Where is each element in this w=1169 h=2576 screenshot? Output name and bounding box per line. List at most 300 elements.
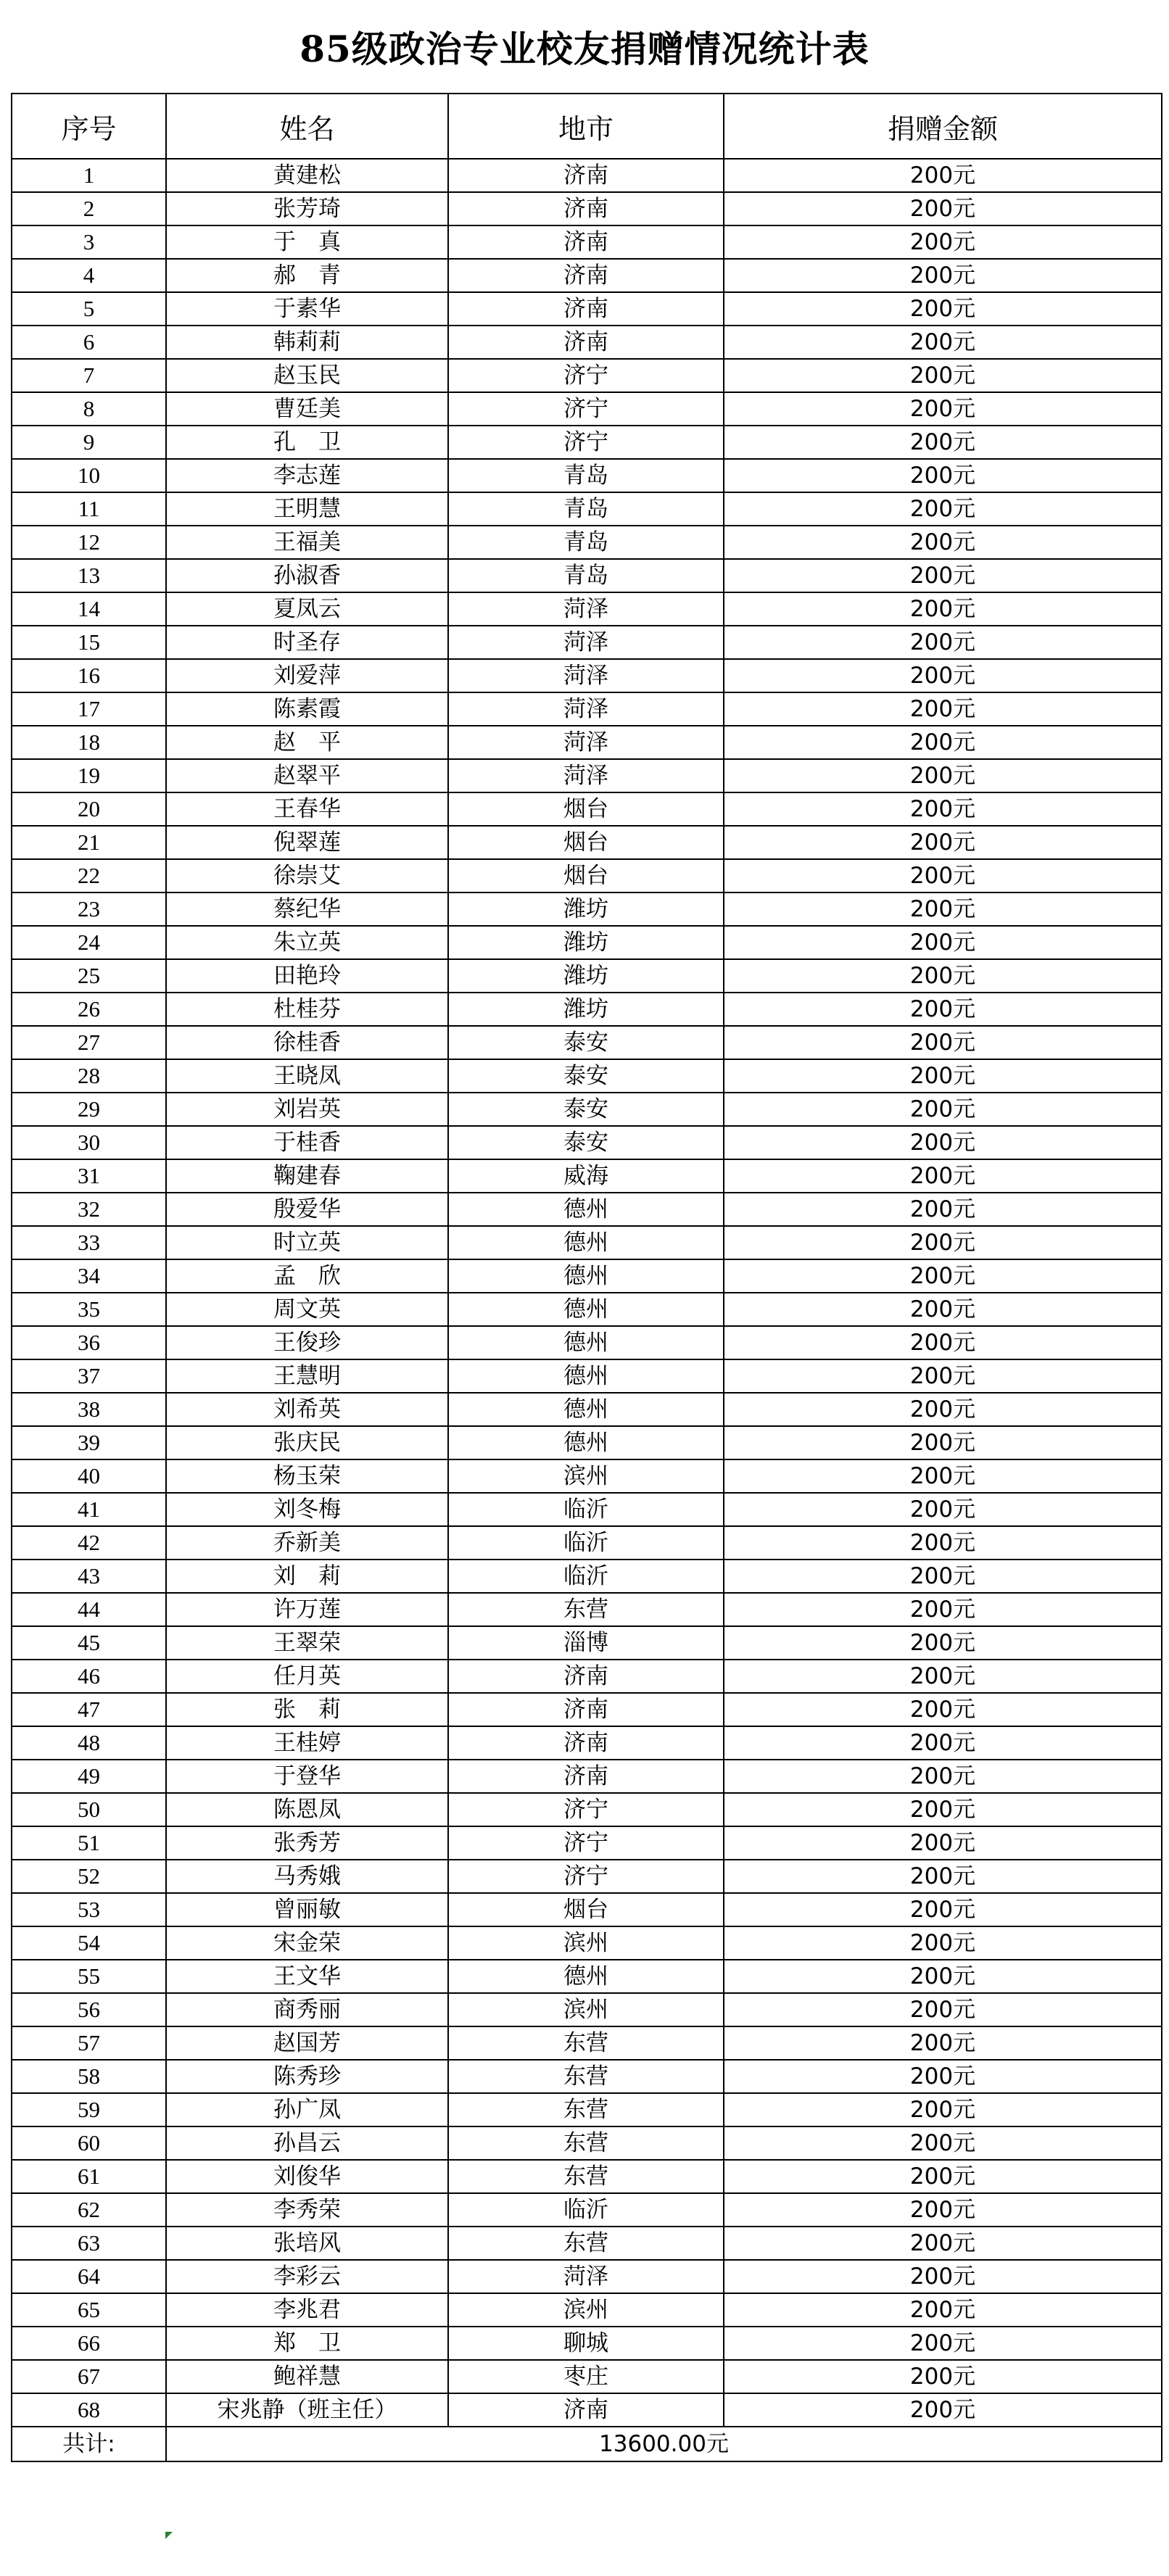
row-name[interactable]: 商秀丽	[166, 1993, 448, 2026]
row-number[interactable]: 42	[12, 1526, 166, 1560]
row-amount[interactable]: 200元	[724, 2060, 1162, 2093]
row-city[interactable]: 烟台	[448, 826, 724, 859]
row-city[interactable]: 青岛	[448, 492, 724, 526]
row-city[interactable]: 临沂	[448, 1493, 724, 1526]
row-city[interactable]: 济宁	[448, 1860, 724, 1893]
row-amount[interactable]: 200元	[724, 1660, 1162, 1693]
row-name[interactable]: 杨玉荣	[166, 1459, 448, 1493]
row-city[interactable]: 潍坊	[448, 926, 724, 959]
row-name[interactable]: 蔡纪华	[166, 893, 448, 926]
header-name[interactable]: 姓名	[166, 94, 448, 159]
row-number[interactable]: 40	[12, 1459, 166, 1493]
row-number[interactable]: 28	[12, 1059, 166, 1093]
row-name[interactable]: 殷爱华	[166, 1193, 448, 1226]
row-amount[interactable]: 200元	[724, 1893, 1162, 1926]
row-name[interactable]: 时圣存	[166, 626, 448, 659]
row-city[interactable]: 济南	[448, 2393, 724, 2427]
row-amount[interactable]: 200元	[724, 893, 1162, 926]
row-number[interactable]: 51	[12, 1826, 166, 1860]
row-name[interactable]: 陈秀珍	[166, 2060, 448, 2093]
row-number[interactable]: 30	[12, 1126, 166, 1159]
row-name[interactable]: 王文华	[166, 1960, 448, 1993]
row-amount[interactable]: 200元	[724, 2193, 1162, 2227]
row-number[interactable]: 48	[12, 1726, 166, 1760]
table-row	[12, 1226, 1162, 1259]
row-name[interactable]: 张芳琦	[166, 192, 448, 225]
row-number[interactable]: 15	[12, 626, 166, 659]
row-city[interactable]: 济宁	[448, 1793, 724, 1826]
row-number[interactable]: 13	[12, 559, 166, 592]
row-name[interactable]: 孙昌云	[166, 2126, 448, 2160]
table-row	[12, 1393, 1162, 1426]
table-row	[12, 1093, 1162, 1126]
row-name[interactable]: 任月英	[166, 1660, 448, 1693]
row-number[interactable]: 68	[12, 2393, 166, 2427]
row-number[interactable]: 58	[12, 2060, 166, 2093]
row-amount[interactable]: 200元	[724, 1560, 1162, 1593]
row-amount[interactable]: 200元	[724, 259, 1162, 292]
total-value[interactable]: 13600.00元	[166, 2427, 1162, 2461]
row-amount[interactable]: 200元	[724, 1760, 1162, 1793]
row-amount[interactable]: 200元	[724, 225, 1162, 259]
row-number[interactable]: 37	[12, 1359, 166, 1393]
row-amount[interactable]: 200元	[724, 559, 1162, 592]
row-number[interactable]: 54	[12, 1926, 166, 1960]
row-amount[interactable]: 200元	[724, 859, 1162, 893]
row-city[interactable]: 济南	[448, 259, 724, 292]
row-number[interactable]: 38	[12, 1393, 166, 1426]
row-amount[interactable]: 200元	[724, 1960, 1162, 1993]
row-city[interactable]: 济宁	[448, 426, 724, 459]
row-name[interactable]: 刘冬梅	[166, 1493, 448, 1526]
row-number[interactable]: 20	[12, 792, 166, 826]
row-name[interactable]: 曹廷美	[166, 392, 448, 426]
row-name[interactable]: 刘爱萍	[166, 659, 448, 692]
total-row	[12, 2427, 1162, 2461]
row-city[interactable]: 威海	[448, 1159, 724, 1193]
row-number[interactable]: 32	[12, 1193, 166, 1226]
row-number[interactable]: 24	[12, 926, 166, 959]
row-city[interactable]: 德州	[448, 1393, 724, 1426]
row-amount[interactable]: 200元	[724, 359, 1162, 392]
row-number[interactable]: 26	[12, 993, 166, 1026]
row-amount[interactable]: 200元	[724, 2227, 1162, 2260]
row-name[interactable]: 时立英	[166, 1226, 448, 1259]
row-name[interactable]: 韩莉莉	[166, 326, 448, 359]
row-city[interactable]: 东营	[448, 2227, 724, 2260]
row-city[interactable]: 济宁	[448, 392, 724, 426]
row-amount[interactable]: 200元	[724, 1059, 1162, 1093]
row-name[interactable]: 徐桂香	[166, 1026, 448, 1059]
row-number[interactable]: 7	[12, 359, 166, 392]
row-name[interactable]: 马秀娥	[166, 1860, 448, 1893]
table-row	[12, 1660, 1162, 1693]
row-city[interactable]: 泰安	[448, 1026, 724, 1059]
row-number[interactable]: 49	[12, 1760, 166, 1793]
row-city[interactable]: 济南	[448, 292, 724, 326]
row-city[interactable]: 临沂	[448, 1526, 724, 1560]
row-city[interactable]: 德州	[448, 1359, 724, 1393]
row-number[interactable]: 18	[12, 726, 166, 759]
row-city[interactable]: 菏泽	[448, 2260, 724, 2293]
row-name[interactable]: 刘俊华	[166, 2160, 448, 2193]
row-amount[interactable]: 200元	[724, 2026, 1162, 2060]
row-number[interactable]: 62	[12, 2193, 166, 2227]
row-name[interactable]: 刘希英	[166, 1393, 448, 1426]
row-city[interactable]: 济宁	[448, 359, 724, 392]
row-name[interactable]: 于素华	[166, 292, 448, 326]
row-name[interactable]: 周文英	[166, 1293, 448, 1326]
row-amount[interactable]: 200元	[724, 1726, 1162, 1760]
row-city[interactable]: 东营	[448, 2026, 724, 2060]
row-amount[interactable]: 200元	[724, 2360, 1162, 2393]
row-amount[interactable]: 200元	[724, 826, 1162, 859]
table-row	[12, 1193, 1162, 1226]
table-row	[12, 1293, 1162, 1326]
row-number[interactable]: 27	[12, 1026, 166, 1059]
row-number[interactable]: 17	[12, 692, 166, 726]
row-city[interactable]: 东营	[448, 2060, 724, 2093]
row-number[interactable]: 43	[12, 1560, 166, 1593]
row-city[interactable]: 淄博	[448, 1626, 724, 1660]
row-amount[interactable]: 200元	[724, 2327, 1162, 2360]
row-number[interactable]: 21	[12, 826, 166, 859]
row-number[interactable]: 34	[12, 1259, 166, 1293]
row-number[interactable]: 1	[12, 159, 166, 192]
row-city[interactable]: 东营	[448, 1593, 724, 1626]
row-amount[interactable]: 200元	[724, 726, 1162, 759]
row-amount[interactable]: 200元	[724, 2393, 1162, 2427]
row-name[interactable]: 李彩云	[166, 2260, 448, 2293]
row-city[interactable]: 青岛	[448, 559, 724, 592]
row-name[interactable]: 宋金荣	[166, 1926, 448, 1960]
row-name[interactable]: 孙广凤	[166, 2093, 448, 2126]
row-city[interactable]: 济南	[448, 159, 724, 192]
row-number[interactable]: 12	[12, 526, 166, 559]
row-number[interactable]: 14	[12, 592, 166, 626]
row-amount[interactable]: 200元	[724, 659, 1162, 692]
row-name[interactable]: 田艳玲	[166, 959, 448, 993]
row-number[interactable]: 55	[12, 1960, 166, 1993]
row-number[interactable]: 52	[12, 1860, 166, 1893]
row-number[interactable]: 60	[12, 2126, 166, 2160]
row-name[interactable]: 陈恩凤	[166, 1793, 448, 1826]
row-amount[interactable]: 200元	[724, 159, 1162, 192]
row-amount[interactable]: 200元	[724, 692, 1162, 726]
row-city[interactable]: 泰安	[448, 1059, 724, 1093]
row-city[interactable]: 滨州	[448, 2293, 724, 2327]
row-city[interactable]: 潍坊	[448, 993, 724, 1026]
row-city[interactable]: 德州	[448, 1326, 724, 1359]
row-number[interactable]: 29	[12, 1093, 166, 1126]
row-amount[interactable]: 200元	[724, 426, 1162, 459]
row-name[interactable]: 王福美	[166, 526, 448, 559]
row-name[interactable]: 张 莉	[166, 1693, 448, 1726]
row-city[interactable]: 菏泽	[448, 759, 724, 792]
row-name[interactable]: 王春华	[166, 792, 448, 826]
row-name[interactable]: 王俊珍	[166, 1326, 448, 1359]
row-number[interactable]: 5	[12, 292, 166, 326]
row-city[interactable]: 烟台	[448, 792, 724, 826]
table-row	[12, 1526, 1162, 1560]
row-name[interactable]: 朱立英	[166, 926, 448, 959]
row-name[interactable]: 郝 青	[166, 259, 448, 292]
table-row	[12, 792, 1162, 826]
row-city[interactable]: 德州	[448, 1259, 724, 1293]
row-name[interactable]: 张秀芳	[166, 1826, 448, 1860]
row-amount[interactable]: 200元	[724, 1993, 1162, 2026]
row-amount[interactable]: 200元	[724, 1526, 1162, 1560]
row-name[interactable]: 赵玉民	[166, 359, 448, 392]
table-row	[12, 2193, 1162, 2227]
row-name[interactable]: 张庆民	[166, 1426, 448, 1459]
row-city[interactable]: 滨州	[448, 1459, 724, 1493]
row-amount[interactable]: 200元	[724, 1926, 1162, 1960]
row-number[interactable]: 47	[12, 1693, 166, 1726]
row-amount[interactable]: 200元	[724, 459, 1162, 492]
row-city[interactable]: 烟台	[448, 1893, 724, 1926]
row-number[interactable]: 36	[12, 1326, 166, 1359]
row-city[interactable]: 德州	[448, 1426, 724, 1459]
row-number[interactable]: 4	[12, 259, 166, 292]
row-number[interactable]: 61	[12, 2160, 166, 2193]
row-name[interactable]: 宋兆静（班主任）	[166, 2393, 448, 2427]
row-name[interactable]: 王晓凤	[166, 1059, 448, 1093]
row-name[interactable]: 孙淑香	[166, 559, 448, 592]
row-city[interactable]: 菏泽	[448, 592, 724, 626]
row-city[interactable]: 菏泽	[448, 692, 724, 726]
row-number[interactable]: 65	[12, 2293, 166, 2327]
header-city[interactable]: 地市	[448, 94, 724, 159]
row-name[interactable]: 王慧明	[166, 1359, 448, 1393]
row-amount[interactable]: 200元	[724, 192, 1162, 225]
row-amount[interactable]: 200元	[724, 1026, 1162, 1059]
row-amount[interactable]: 200元	[724, 2160, 1162, 2193]
table-row	[12, 1459, 1162, 1493]
row-city[interactable]: 滨州	[448, 1993, 724, 2026]
row-number[interactable]: 3	[12, 225, 166, 259]
row-city[interactable]: 烟台	[448, 859, 724, 893]
row-name[interactable]: 郑 卫	[166, 2327, 448, 2360]
table-row	[12, 459, 1162, 492]
row-number[interactable]: 11	[12, 492, 166, 526]
row-city[interactable]: 枣庄	[448, 2360, 724, 2393]
row-name[interactable]: 夏凤云	[166, 592, 448, 626]
row-number[interactable]: 2	[12, 192, 166, 225]
row-name[interactable]: 赵 平	[166, 726, 448, 759]
row-city[interactable]: 济南	[448, 1660, 724, 1693]
row-number[interactable]: 41	[12, 1493, 166, 1526]
row-name[interactable]: 杜桂芬	[166, 993, 448, 1026]
row-city[interactable]: 泰安	[448, 1126, 724, 1159]
row-amount[interactable]: 200元	[724, 392, 1162, 426]
table-row	[12, 959, 1162, 993]
row-city[interactable]: 济南	[448, 192, 724, 225]
row-city[interactable]: 青岛	[448, 459, 724, 492]
row-number[interactable]: 46	[12, 1660, 166, 1693]
row-city[interactable]: 滨州	[448, 1926, 724, 1960]
row-name[interactable]: 赵国芳	[166, 2026, 448, 2060]
row-city[interactable]: 菏泽	[448, 659, 724, 692]
row-name[interactable]: 王明慧	[166, 492, 448, 526]
row-name[interactable]: 孔 卫	[166, 426, 448, 459]
row-amount[interactable]: 200元	[724, 2093, 1162, 2126]
row-number[interactable]: 66	[12, 2327, 166, 2360]
row-city[interactable]: 济南	[448, 1760, 724, 1793]
row-number[interactable]: 25	[12, 959, 166, 993]
row-number[interactable]: 45	[12, 1626, 166, 1660]
row-amount[interactable]: 200元	[724, 1393, 1162, 1426]
row-city[interactable]: 德州	[448, 1193, 724, 1226]
table-row	[12, 225, 1162, 259]
row-amount[interactable]: 200元	[724, 926, 1162, 959]
row-amount[interactable]: 200元	[724, 1860, 1162, 1893]
row-city[interactable]: 济宁	[448, 1826, 724, 1860]
row-name[interactable]: 于 真	[166, 225, 448, 259]
row-city[interactable]: 济南	[448, 1726, 724, 1760]
row-name[interactable]: 曾丽敏	[166, 1893, 448, 1926]
row-name[interactable]: 于登华	[166, 1760, 448, 1793]
row-name[interactable]: 乔新美	[166, 1526, 448, 1560]
row-number[interactable]: 10	[12, 459, 166, 492]
row-amount[interactable]: 200元	[724, 1793, 1162, 1826]
row-name[interactable]: 李秀荣	[166, 2193, 448, 2227]
row-amount[interactable]: 200元	[724, 626, 1162, 659]
row-amount[interactable]: 200元	[724, 292, 1162, 326]
row-name[interactable]: 王翠荣	[166, 1626, 448, 1660]
row-amount[interactable]: 200元	[724, 1693, 1162, 1726]
table-row	[12, 2393, 1162, 2427]
table-row	[12, 2160, 1162, 2193]
row-number[interactable]: 33	[12, 1226, 166, 1259]
row-amount[interactable]: 200元	[724, 1826, 1162, 1860]
table-row	[12, 359, 1162, 392]
row-amount[interactable]: 200元	[724, 1159, 1162, 1193]
row-amount[interactable]: 200元	[724, 1493, 1162, 1526]
row-amount[interactable]: 200元	[724, 326, 1162, 359]
row-amount[interactable]: 200元	[724, 1226, 1162, 1259]
row-city[interactable]: 菏泽	[448, 626, 724, 659]
row-number[interactable]: 23	[12, 893, 166, 926]
row-amount[interactable]: 200元	[724, 1293, 1162, 1326]
row-name[interactable]: 于桂香	[166, 1126, 448, 1159]
row-amount[interactable]: 200元	[724, 492, 1162, 526]
row-city[interactable]: 菏泽	[448, 726, 724, 759]
row-name[interactable]: 鞠建春	[166, 1159, 448, 1193]
table-row	[12, 2260, 1162, 2293]
row-name[interactable]: 李志莲	[166, 459, 448, 492]
row-amount[interactable]: 200元	[724, 592, 1162, 626]
row-amount[interactable]: 200元	[724, 1426, 1162, 1459]
row-name[interactable]: 陈素霞	[166, 692, 448, 726]
row-city[interactable]: 德州	[448, 1226, 724, 1259]
row-city[interactable]: 潍坊	[448, 959, 724, 993]
table-row	[12, 1359, 1162, 1393]
row-number[interactable]: 64	[12, 2260, 166, 2293]
header-no[interactable]: 序号	[12, 94, 166, 159]
row-city[interactable]: 潍坊	[448, 893, 724, 926]
row-name[interactable]: 王桂婷	[166, 1726, 448, 1760]
row-amount[interactable]: 200元	[724, 959, 1162, 993]
row-number[interactable]: 9	[12, 426, 166, 459]
table-row	[12, 2227, 1162, 2260]
row-amount[interactable]: 200元	[724, 1459, 1162, 1493]
row-name[interactable]: 刘 莉	[166, 1560, 448, 1593]
row-name[interactable]: 刘岩英	[166, 1093, 448, 1126]
row-amount[interactable]: 200元	[724, 1126, 1162, 1159]
row-city[interactable]: 临沂	[448, 1560, 724, 1593]
row-amount[interactable]: 200元	[724, 1626, 1162, 1660]
row-amount[interactable]: 200元	[724, 2293, 1162, 2327]
row-city[interactable]: 济南	[448, 1693, 724, 1726]
row-city[interactable]: 青岛	[448, 526, 724, 559]
header-amount[interactable]: 捐赠金额	[724, 94, 1162, 159]
row-amount[interactable]: 200元	[724, 1259, 1162, 1293]
row-amount[interactable]: 200元	[724, 792, 1162, 826]
row-name[interactable]: 许万莲	[166, 1593, 448, 1626]
row-city[interactable]: 济南	[448, 326, 724, 359]
row-number[interactable]: 53	[12, 1893, 166, 1926]
row-city[interactable]: 临沂	[448, 2193, 724, 2227]
row-name[interactable]: 李兆君	[166, 2293, 448, 2327]
row-number[interactable]: 31	[12, 1159, 166, 1193]
total-label[interactable]: 共计:	[12, 2427, 166, 2461]
row-number[interactable]: 59	[12, 2093, 166, 2126]
row-amount[interactable]: 200元	[724, 1359, 1162, 1393]
row-number[interactable]: 19	[12, 759, 166, 792]
row-amount[interactable]: 200元	[724, 526, 1162, 559]
row-name[interactable]: 徐崇艾	[166, 859, 448, 893]
table-row	[12, 1826, 1162, 1860]
row-amount[interactable]: 200元	[724, 759, 1162, 792]
row-number[interactable]: 44	[12, 1593, 166, 1626]
row-city[interactable]: 济南	[448, 225, 724, 259]
row-city[interactable]: 德州	[448, 1960, 724, 1993]
row-city[interactable]: 东营	[448, 2093, 724, 2126]
row-number[interactable]: 57	[12, 2026, 166, 2060]
row-number[interactable]: 35	[12, 1293, 166, 1326]
row-amount[interactable]: 200元	[724, 1593, 1162, 1626]
row-amount[interactable]: 200元	[724, 1093, 1162, 1126]
row-number[interactable]: 67	[12, 2360, 166, 2393]
row-number[interactable]: 56	[12, 1993, 166, 2026]
row-number[interactable]: 6	[12, 326, 166, 359]
row-number[interactable]: 39	[12, 1426, 166, 1459]
row-name[interactable]: 鲍祥慧	[166, 2360, 448, 2393]
row-amount[interactable]: 200元	[724, 993, 1162, 1026]
row-city[interactable]: 德州	[448, 1293, 724, 1326]
row-number[interactable]: 16	[12, 659, 166, 692]
row-city[interactable]: 泰安	[448, 1093, 724, 1126]
row-name[interactable]: 赵翠平	[166, 759, 448, 792]
row-city[interactable]: 东营	[448, 2160, 724, 2193]
row-name[interactable]: 黄建松	[166, 159, 448, 192]
row-number[interactable]: 63	[12, 2227, 166, 2260]
row-name[interactable]: 倪翠莲	[166, 826, 448, 859]
row-amount[interactable]: 200元	[724, 1193, 1162, 1226]
row-number[interactable]: 50	[12, 1793, 166, 1826]
row-number[interactable]: 8	[12, 392, 166, 426]
row-name[interactable]: 张培风	[166, 2227, 448, 2260]
row-amount[interactable]: 200元	[724, 2260, 1162, 2293]
row-number[interactable]: 22	[12, 859, 166, 893]
row-city[interactable]: 聊城	[448, 2327, 724, 2360]
row-amount[interactable]: 200元	[724, 2126, 1162, 2160]
row-name[interactable]: 孟 欣	[166, 1259, 448, 1293]
row-amount[interactable]: 200元	[724, 1326, 1162, 1359]
row-city[interactable]: 东营	[448, 2126, 724, 2160]
table-row	[12, 659, 1162, 692]
